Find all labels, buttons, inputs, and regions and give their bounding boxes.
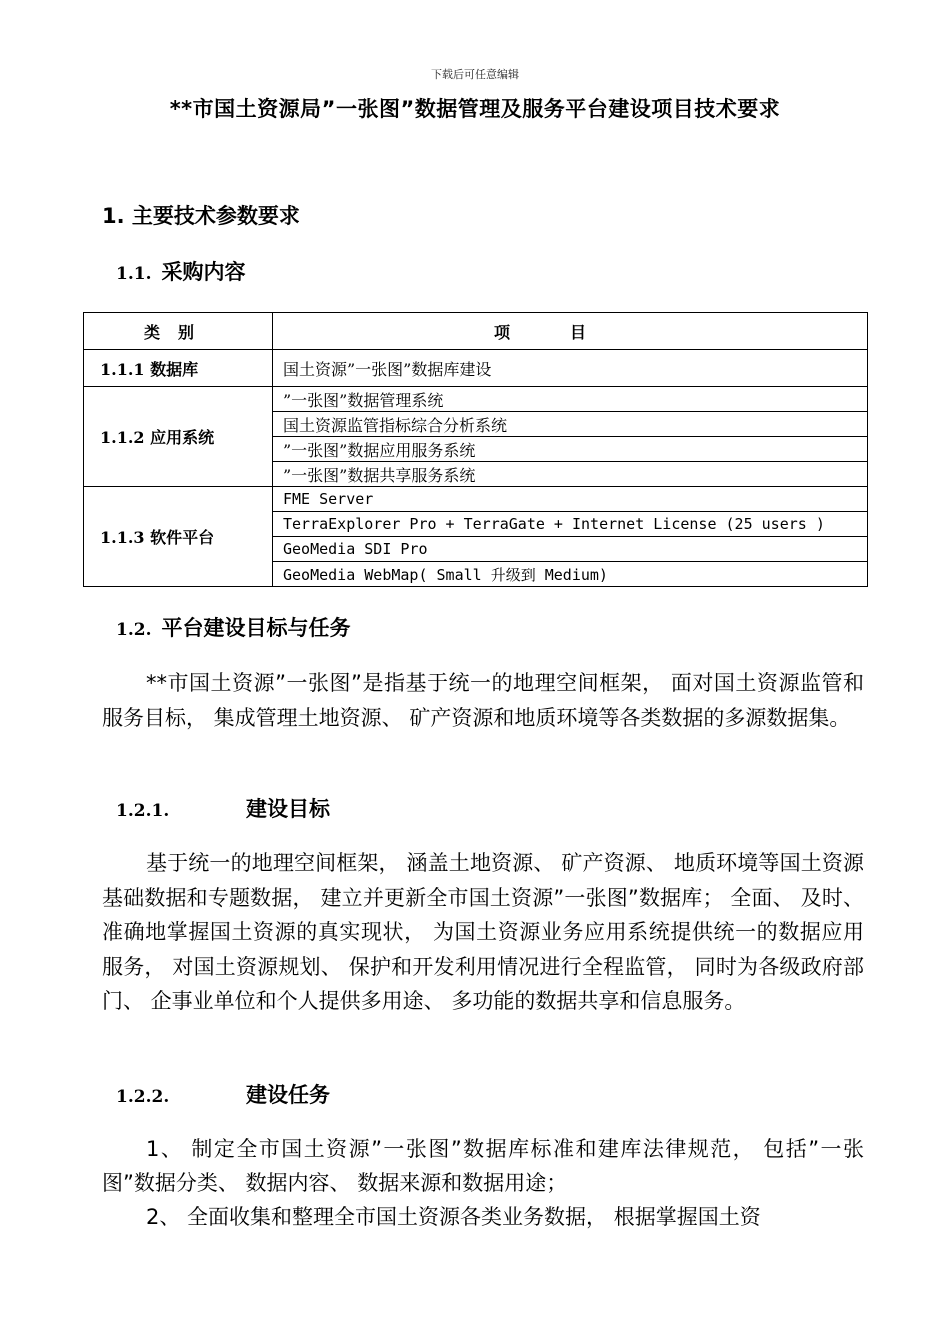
category-cell: 1.1.2 应用系统 — [84, 387, 273, 487]
item-cell: GeoMedia SDI Pro — [273, 537, 868, 562]
category-cell: 1.1.1 数据库 — [84, 350, 273, 387]
heading-label: 平台建设目标与任务 — [161, 616, 351, 640]
item-cell: TerraExplorer Pro + TerraGate + Internet License (25 users ) — [273, 512, 868, 537]
item-cell: ”一张图”数据管理系统 — [273, 387, 868, 412]
table-row — [84, 350, 868, 387]
item-cell: ”一张图”数据应用服务系统 — [273, 437, 868, 462]
item-cell: FME Server — [273, 487, 868, 512]
paragraph-platform-definition: **市国土资源”一张图”是指基于统一的地理空间框架， 面对国土资源监管和服务目标， 集成管理土地资源、 矿产资源和地质环境等各类数据的多源数据集。 — [102, 671, 864, 730]
heading-construction-goals — [116, 793, 330, 823]
watermark: 下载后可任意编辑 — [431, 68, 519, 81]
heading-number: 1.2.1. — [116, 801, 170, 821]
category-cell: 1.1.3 软件平台 — [84, 487, 273, 587]
table-row — [84, 387, 868, 412]
heading-main-technical-requirements: 1. 主要技术参数要求 — [102, 204, 300, 228]
table-header-row — [84, 313, 868, 350]
item-cell: 国土资源”一张图”数据库建设 — [273, 350, 868, 387]
heading-label: 建设任务 — [246, 1083, 330, 1107]
heading-number: 1.1. — [116, 264, 152, 284]
column-header-item: 项目 — [273, 313, 868, 350]
item-cell: ”一张图”数据共享服务系统 — [273, 462, 868, 487]
procurement-table — [83, 312, 868, 587]
paragraph-task-2: 2、 全面收集和整理全市国土资源各类业务数据， 根据掌握国土资 — [146, 1205, 761, 1229]
heading-label: 采购内容 — [161, 260, 246, 284]
heading-number: 1.2. — [116, 620, 152, 640]
column-header-category: 类别 — [84, 313, 273, 350]
item-cell: 国土资源监管指标综合分析系统 — [273, 412, 868, 437]
item-cell: GeoMedia WebMap( Small 升级到 Medium) — [273, 562, 868, 587]
heading-platform-goals-tasks — [116, 612, 351, 642]
heading-procurement-content — [116, 256, 246, 286]
table-row — [84, 487, 868, 512]
heading-construction-tasks — [116, 1079, 330, 1109]
heading-label: 建设目标 — [246, 797, 330, 821]
paragraph-task-1: 1、 制定全市国土资源”一张图”数据库标准和建库法律规范， 包括”一张图”数据分类、 数据内容、 数据来源和数据用途； — [102, 1137, 864, 1195]
heading-number: 1.2.2. — [116, 1087, 170, 1107]
paragraph-construction-goals: 基于统一的地理空间框架， 涵盖土地资源、 矿产资源、 地质环境等国土资源基础数据和专题数据， 建立并更新全市国土资源”一张图”数据库； 全面、 及时、 准确地掌握国土资源的真实现状， 为国土资源业务应用系统提供统一的数据应用服务， 对国土资源规划、 保护和开发利用情况进行全程监管， 同时为各级政府部门、 企事业单位和个人提供多用途、 多功能的数据共享和信息服务。 — [102, 851, 864, 1013]
page-title: **市国土资源局”一张图”数据管理及服务平台建设项目技术要求 — [169, 97, 781, 121]
